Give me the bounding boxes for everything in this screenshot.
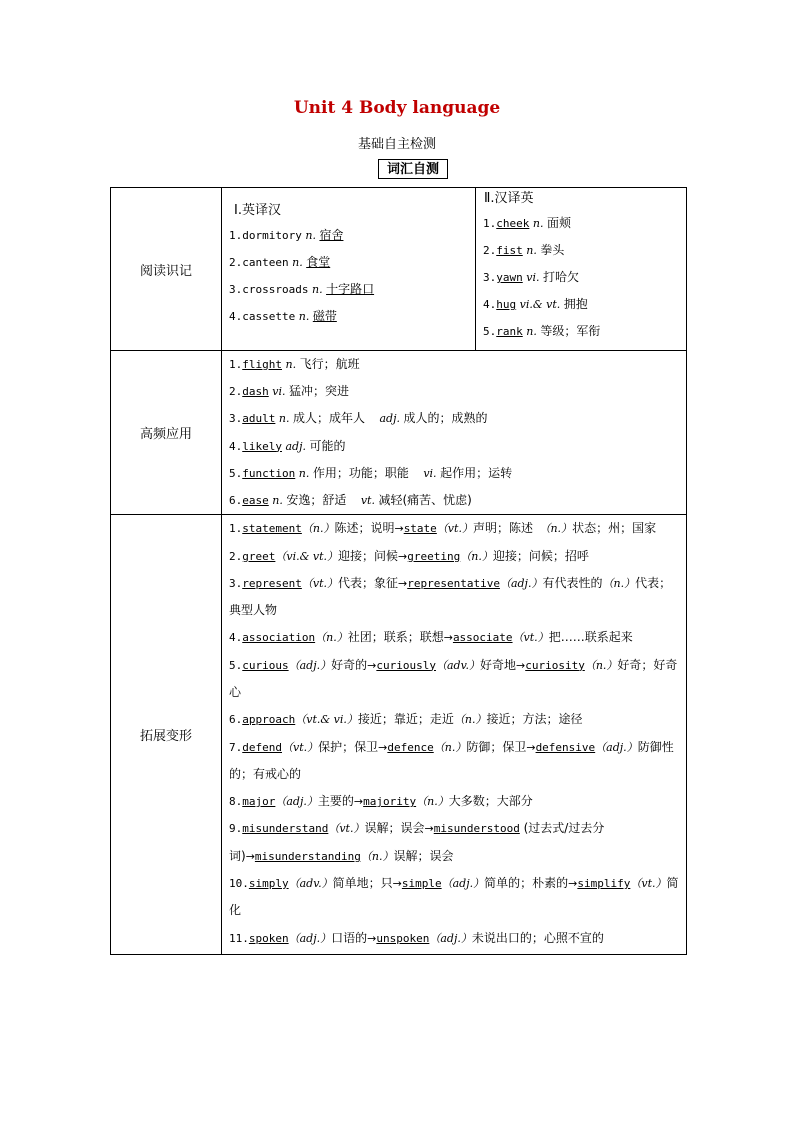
part-of-speech: vi. [408, 466, 441, 480]
part-of-speech: （adj.） [595, 740, 638, 754]
answer: simple [401, 877, 442, 891]
answer: adult [242, 412, 276, 426]
meaning: 误解；误会 [364, 821, 425, 836]
answer: represent [242, 576, 302, 590]
item-number: 2. [229, 549, 243, 563]
list-item [222, 222, 475, 249]
part-of-speech: （vt.） [301, 576, 338, 590]
list-item [222, 570, 686, 625]
meaning: 接近；方法；途径 [486, 712, 583, 727]
list-item [222, 624, 686, 651]
part-of-speech: n. [288, 256, 307, 269]
answer: curiosity [525, 658, 585, 672]
part-of-speech: n. [301, 229, 320, 242]
answer: 宿舍 [319, 228, 344, 242]
part-of-speech: （adj.） [441, 877, 485, 891]
meaning: 起作用；运转 [440, 465, 513, 480]
answer: 磁带 [312, 309, 337, 323]
block-heading-zh-en: Ⅱ.汉译英 [484, 191, 534, 206]
item-number: 9. [229, 822, 243, 836]
meaning: 主要的 [317, 794, 354, 809]
list-item [222, 405, 686, 432]
answer: simplify [577, 877, 631, 891]
part-of-speech: （n.） [460, 549, 493, 563]
item-number: 3. [483, 271, 497, 284]
arrow-icon: → [516, 658, 526, 672]
part-of-speech: vi. [268, 385, 289, 399]
part-of-speech: （vt.） [282, 740, 319, 754]
arrow-icon: → [353, 795, 364, 809]
part-of-speech: adj. [282, 439, 310, 453]
part-of-speech: （n.） [416, 795, 449, 809]
row-label-high-frequency: 高频应用 [111, 351, 222, 515]
item-number: 5. [229, 466, 243, 480]
part-of-speech: （n.） [315, 631, 348, 645]
answer: flight [242, 358, 282, 371]
arrow-icon: → [443, 631, 453, 645]
item-number: 5. [483, 325, 497, 338]
meaning: 防御；保卫 [466, 739, 527, 754]
part-of-speech: vt. [346, 494, 379, 508]
item-number: 3. [229, 283, 243, 296]
answer: misunderstanding [254, 849, 361, 863]
answer: cheek [496, 217, 530, 230]
answer: ease [242, 494, 269, 508]
meaning: 拳头 [540, 243, 565, 257]
arrow-icon: → [394, 522, 404, 536]
part-of-speech: （adv.） [435, 658, 480, 672]
item-number: 2. [229, 385, 243, 399]
answer: approach [242, 713, 296, 727]
part-of-speech: n. [522, 325, 541, 338]
high-frequency-row [111, 351, 687, 515]
item-number: 2. [483, 244, 497, 257]
arrow-icon: → [367, 658, 377, 672]
answer: major [242, 795, 276, 809]
meaning: 有代表性的 [542, 575, 603, 590]
meaning: 可能的 [309, 438, 346, 453]
part-of-speech: n. [282, 358, 300, 371]
en-zh-list [222, 222, 475, 330]
vocab-word: cassette [242, 310, 296, 323]
answer: unspoken [376, 931, 430, 945]
item-number: 4. [229, 631, 243, 645]
answer: function [242, 466, 296, 480]
extension-list [222, 515, 686, 954]
meaning: 简化 [229, 876, 679, 918]
answer: defensive [535, 740, 596, 754]
meaning: 等级；军衔 [540, 324, 601, 338]
part-of-speech: （n.） [453, 713, 487, 727]
item-number: 1. [229, 229, 243, 242]
arrow-icon: → [568, 877, 578, 891]
answer: dash [242, 385, 269, 399]
list-item [476, 210, 686, 237]
answer: 食堂 [306, 255, 331, 269]
answer: simply [248, 877, 289, 891]
list-item [222, 543, 686, 570]
part-of-speech: vi.& vt. [516, 298, 564, 311]
answer: curiously [376, 658, 436, 672]
part-of-speech: （vi.& vt.） [275, 549, 339, 563]
page-subtitle: 基础自主检测 [357, 137, 436, 152]
part-of-speech: n. [308, 283, 327, 296]
part-of-speech: n. [529, 217, 547, 230]
list-item [222, 925, 686, 952]
part-of-speech: （n.） [360, 849, 394, 863]
meaning: 飞行；航班 [299, 357, 360, 371]
section-label: 词汇自测 [378, 159, 448, 179]
answer: defend [242, 740, 282, 754]
item-number: 1. [483, 217, 497, 230]
part-of-speech: n. [275, 412, 293, 426]
meaning: 把……联系起来 [548, 630, 633, 645]
answer: defence [387, 740, 434, 754]
row-label-extension: 拓展变形 [111, 515, 222, 955]
answer: yawn [496, 271, 523, 284]
list-item [222, 487, 686, 514]
answer: hug [496, 298, 517, 311]
part-of-speech: （vt.& vi.） [295, 713, 358, 727]
arrow-icon: → [392, 877, 402, 891]
part-of-speech: （adj.） [499, 576, 543, 590]
item-number: 5. [229, 658, 243, 672]
meaning: 安逸；舒适 [286, 493, 347, 508]
part-of-speech: （adj.） [429, 931, 472, 945]
meaning: 猛冲；突进 [288, 384, 349, 399]
meaning: 作用；功能；职能 [312, 465, 409, 480]
meaning: 减轻(痛苦、忧虑) [378, 493, 472, 508]
meaning: 社团；联系；联想 [347, 630, 444, 645]
answer: statement [242, 522, 302, 536]
list-item [476, 264, 686, 291]
meaning: 成人的；成熟的 [403, 411, 488, 426]
meaning: 误解；误会 [393, 848, 454, 863]
meaning: 接近；靠近；走近 [357, 712, 454, 727]
item-number: 8. [229, 795, 243, 809]
part-of-speech: （n.） [584, 658, 618, 672]
chinese-to-english-block [476, 188, 686, 350]
answer: 十字路口 [326, 282, 375, 296]
list-item [222, 351, 686, 378]
answer: misunderstand [242, 822, 329, 836]
meaning: 好奇；好奇心 [229, 657, 678, 699]
list-item [222, 460, 686, 487]
item-number: 3. [229, 412, 243, 426]
meaning: 简单地；只 [332, 876, 393, 891]
item-number: 4. [483, 298, 497, 311]
arrow-icon: → [245, 849, 255, 863]
meaning: 好奇地 [479, 657, 516, 672]
list-item [222, 378, 686, 405]
list-item [222, 870, 686, 925]
list-item [222, 303, 475, 330]
list-item [476, 318, 686, 345]
list-item [476, 237, 686, 264]
part-of-speech: n. [295, 310, 313, 323]
meaning: 代表；典型人物 [229, 575, 672, 618]
part-of-speech: （adj.） [288, 931, 332, 945]
list-item [222, 276, 475, 303]
vocabulary-table [110, 187, 687, 955]
meaning: 面颊 [546, 216, 571, 230]
answer: curious [242, 658, 289, 672]
meaning: 好奇的 [331, 657, 368, 672]
meaning: 保护；保卫 [318, 739, 379, 754]
answer: association [242, 631, 316, 645]
part-of-speech: （n.） [433, 740, 467, 754]
answer: greeting [407, 549, 461, 563]
item-number: 6. [229, 494, 243, 508]
arrow-icon: → [398, 576, 408, 590]
part-of-speech: n. [295, 466, 313, 480]
zh-en-list [476, 210, 686, 345]
meaning: 成人；成年人 [292, 411, 365, 426]
item-number: 6. [229, 713, 243, 727]
list-item [222, 249, 475, 276]
item-number: 10. [229, 877, 249, 891]
arrow-icon: → [398, 549, 408, 563]
arrow-icon: → [424, 822, 434, 836]
part-of-speech: vi. [522, 271, 543, 284]
meaning: 打哈欠 [542, 270, 579, 284]
answer: associate [452, 631, 513, 645]
part-of-speech: （vt.） [512, 631, 549, 645]
answer: state [403, 522, 437, 536]
meaning: 拥抱 [563, 297, 588, 311]
list-item [222, 652, 686, 707]
part-of-speech: adj. [364, 412, 404, 426]
part-of-speech: （adj.） [275, 795, 318, 809]
meaning: (过去式/过去分词) [229, 821, 605, 863]
item-number: 1. [229, 358, 243, 371]
meaning: 状态；州；国家 [572, 521, 657, 536]
high-frequency-list [222, 351, 686, 514]
item-number: 1. [229, 522, 243, 536]
row-label-reading: 阅读识记 [111, 188, 222, 351]
meaning: 代表；象征 [338, 575, 399, 590]
vocab-word: crossroads [242, 283, 309, 296]
item-number: 11. [229, 931, 249, 945]
answer: majority [363, 795, 417, 809]
part-of-speech: （vt.） [436, 522, 473, 536]
meaning: 迎接；问候；招呼 [492, 548, 589, 563]
item-number: 7. [229, 740, 243, 754]
item-number: 4. [229, 439, 243, 453]
answer: representative [407, 576, 500, 590]
part-of-speech: n. [522, 244, 541, 257]
item-number: 2. [229, 256, 243, 269]
arrow-icon: → [367, 931, 377, 945]
item-number: 3. [229, 576, 243, 590]
list-item [222, 433, 686, 460]
part-of-speech: n. [268, 494, 287, 508]
vocab-word: dormitory [242, 229, 302, 242]
meaning: 陈述；说明 [334, 521, 395, 536]
meaning: 未说出口的；心照不宣的 [471, 930, 604, 945]
reading-row [111, 188, 687, 351]
meaning: 声明；陈述 [472, 521, 545, 536]
arrow-icon: → [378, 740, 388, 754]
list-item [222, 515, 686, 542]
part-of-speech: （vt.） [328, 822, 365, 836]
page-title: Unit 4 Body language [293, 98, 501, 118]
meaning: 迎接；问候 [338, 548, 399, 563]
list-item [476, 291, 686, 318]
list-item [222, 815, 686, 870]
meaning: 大多数；大部分 [448, 794, 533, 809]
vocab-word: canteen [242, 256, 289, 269]
answer: fist [496, 244, 523, 257]
block-heading-en-zh: Ⅰ.英译汉 [234, 203, 281, 218]
answer: rank [496, 325, 523, 338]
extension-row [111, 515, 687, 955]
answer: misunderstood [433, 822, 520, 836]
english-to-chinese-block [222, 188, 476, 350]
meaning: 防御性的；有戒心的 [229, 739, 674, 781]
list-item [222, 706, 686, 733]
meaning: 口语的 [331, 930, 368, 945]
part-of-speech: （adv.） [288, 877, 333, 891]
part-of-speech: （adj.） [288, 658, 332, 672]
answer: spoken [248, 931, 289, 945]
meaning: 简单的；朴素的 [484, 876, 569, 891]
item-number: 4. [229, 310, 243, 323]
answer: likely [242, 439, 282, 453]
list-item [222, 788, 686, 815]
arrow-icon: → [526, 740, 536, 754]
list-item [222, 734, 686, 789]
part-of-speech: （n.） [301, 522, 335, 536]
part-of-speech: （n.） [602, 576, 636, 590]
answer: greet [242, 549, 276, 563]
part-of-speech: （vt.） [630, 877, 667, 891]
part-of-speech: （n.） [544, 522, 573, 536]
